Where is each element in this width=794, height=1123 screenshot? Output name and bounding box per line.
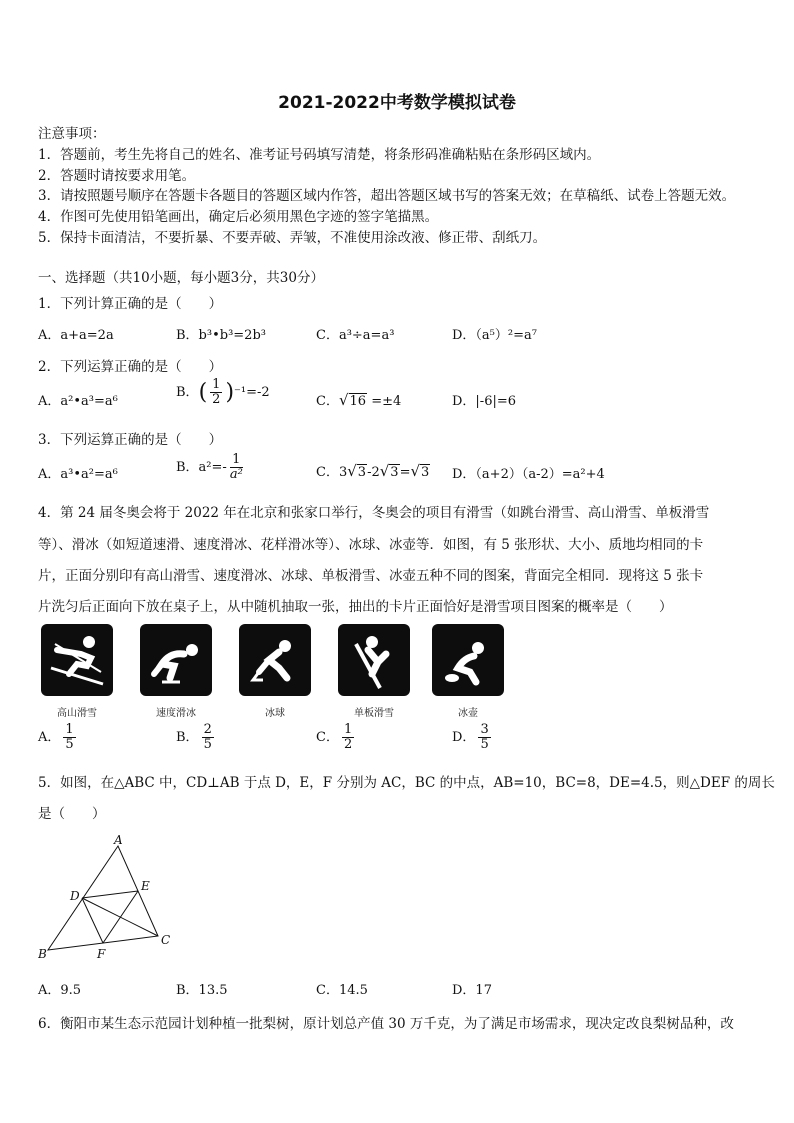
fraction-numerator: 1 (212, 377, 221, 392)
sqrt-symbol: √3 (410, 462, 430, 480)
card-caption: 速度滑冰 (156, 708, 196, 719)
curling-icon (432, 624, 504, 696)
label-f: F (97, 947, 106, 961)
snowboarding-icon (338, 624, 410, 696)
fraction-numerator: 1 (230, 453, 243, 468)
triangle-figure (38, 832, 178, 964)
option-label: A． (38, 730, 61, 745)
q2-c-suffix: =±4 (371, 394, 402, 409)
q5-option-b: B．13.5 (176, 983, 228, 998)
q3-c-label: C．3 (316, 465, 348, 480)
notice-item-4: 4．作图可先使用铅笔画出，确定后必须用黑色字迹的签字笔描黑。 (38, 209, 439, 225)
q3-b-label: B．a²=- (176, 460, 227, 475)
q5-line-1: 5．如图，在△ABC 中，CD⊥AB 于点 D，E，F 分别为 AC，BC 的中点，AB=10，BC=8，DE=4.5，则△DEF 的周长 (38, 775, 775, 791)
alpine-skiing-card (41, 624, 113, 696)
triangle-abc (48, 846, 158, 950)
notice-heading: 注意事项： (38, 126, 106, 142)
q5-option-d: D．17 (452, 983, 492, 998)
curling-card (432, 624, 504, 696)
q4-line-1: 4．第 24 届冬奥会将于 2022 年在北京和张家口举行，冬奥会的项目有滑雪（如跳台滑雪、高山滑雪、单板滑雪 (38, 505, 710, 521)
q6-line-1: 6．衡阳市某生态示范园计划种植一批梨树，原计划总产值 30 万千克，为了满足市场需求，现决定改良梨树品种，改 (38, 1016, 734, 1032)
q5-option-c: C．14.5 (316, 983, 368, 998)
open-paren: ( (198, 380, 208, 405)
equals-sign: = (399, 465, 411, 480)
section-heading: 一、选择题（共10小题，每小题3分，共30分） (38, 270, 324, 286)
close-paren: ) (225, 380, 235, 405)
q2-stem: 2．下列运算正确的是（ ） (38, 359, 223, 375)
option-label: C． (316, 730, 339, 745)
option-label: B． (176, 730, 199, 745)
q3-option-b (176, 453, 246, 482)
card-caption: 冰壶 (458, 708, 478, 719)
speed-skating-icon (140, 624, 212, 696)
card-caption: 单板滑雪 (354, 708, 394, 719)
radicand: 3 (390, 465, 399, 480)
fraction-denominator: 2 (343, 737, 353, 752)
option-fraction (202, 723, 214, 752)
notice-item-1: 1．答题前，考生先将自己的姓名、准考证号码填写清楚，将条形码准确粘贴在条形码区域内。 (38, 147, 601, 163)
q4-option-b (176, 723, 217, 752)
q3-option-d: D．（a+2）（a-2）=a²+4 (452, 467, 605, 482)
fraction-denominator: 2 (212, 392, 221, 407)
q2-b-fraction (210, 378, 222, 407)
card-caption: 冰球 (265, 708, 285, 719)
q3-c-mid: -2 (367, 465, 380, 480)
notice-item-2: 2．答题时请按要求用笔。 (38, 168, 196, 184)
sqrt-symbol: √16 (338, 391, 367, 409)
q2-b-label: B． (176, 385, 199, 400)
segment-ef (103, 891, 138, 943)
q4-option-d (452, 723, 494, 752)
q4-line-4: 片洗匀后正面向下放在桌子上，从中随机抽取一张，抽出的卡片正面恰好是滑雪项目图案的概率是（ ） (38, 599, 673, 615)
q4-option-c (316, 723, 357, 752)
fraction-denominator: 5 (203, 737, 212, 752)
q3-b-fraction (230, 453, 243, 482)
fraction-numerator: 1 (65, 722, 74, 737)
fraction-numerator: 2 (203, 722, 212, 737)
q3-option-a: A．a³•a²=a⁶ (38, 467, 118, 482)
q2-option-a: A．a²•a³=a⁶ (38, 394, 118, 409)
sqrt-symbol: √3 (379, 462, 399, 480)
q1-option-c: C．a³÷a=a³ (316, 328, 395, 343)
fraction-denominator: 5 (65, 737, 74, 752)
label-a: A (114, 833, 123, 847)
option-fraction (478, 723, 490, 752)
fraction-numerator: 3 (480, 722, 489, 737)
q2-option-b (176, 378, 270, 407)
fraction-denominator: 5 (480, 737, 489, 752)
label-d: D (70, 889, 80, 903)
option-label: D． (452, 730, 476, 745)
q2-c-label: C． (316, 394, 339, 409)
snowboarding-card (338, 624, 410, 696)
q1-stem: 1．下列计算正确的是（ ） (38, 296, 223, 312)
notice-item-5: 5．保持卡面清洁，不要折暴、不要弄破、弄皱，不准使用涂改液、修正带、刮纸刀。 (38, 230, 547, 246)
q1-option-d: D．（a⁵）²=a⁷ (452, 328, 537, 343)
q4-option-a (38, 723, 79, 752)
q5-option-a: A．9.5 (38, 983, 82, 998)
fraction-denominator: a² (229, 467, 243, 482)
label-e: E (141, 879, 150, 893)
segment-df (82, 898, 103, 943)
speed-skating-card (140, 624, 212, 696)
q3-option-c (316, 461, 430, 480)
option-fraction (63, 723, 75, 752)
segment-de (82, 891, 138, 898)
q5-line-2: 是（ ） (38, 806, 106, 822)
alpine-skiing-icon (41, 624, 113, 696)
card-caption: 高山滑雪 (57, 708, 97, 719)
q1-option-a: A．a+a=2a (38, 328, 114, 343)
q1-option-b: B．b³•b³=2b³ (176, 328, 266, 343)
label-c: C (161, 933, 171, 947)
fraction-numerator: 1 (343, 722, 353, 737)
q2-b-suffix: ⁻¹=-2 (234, 385, 270, 400)
q4-line-3: 片，正面分别印有高山滑雪、速度滑冰、冰球、单板滑雪、冰壶五种不同的图案，背面完全相同．现将这 5 张卡 (38, 568, 704, 584)
radicand: 3 (357, 465, 367, 480)
ice-hockey-card (239, 624, 311, 696)
sqrt-symbol: √3 (347, 462, 367, 480)
ice-hockey-icon (239, 624, 311, 696)
page-title: 2021-2022中考数学模拟试卷 (278, 93, 516, 113)
q2-option-d: D．|-6|=6 (452, 394, 517, 409)
q3-stem: 3．下列运算正确的是（ ） (38, 432, 223, 448)
radicand: 16 (349, 394, 367, 409)
q4-line-2: 等）、滑冰（如短道速滑、速度滑冰、花样滑冰等）、冰球、冰壶等．如图，有 5 张形状、大小、质地均相同的卡 (38, 537, 704, 553)
notice-item-3: 3．请按照题号顺序在答题卡各题目的答题区域内作答，超出答题区域书写的答案无效；在草稿纸、试卷上答题无效。 (38, 188, 736, 204)
radicand: 3 (421, 465, 430, 480)
q2-option-c (316, 390, 401, 409)
option-fraction (342, 723, 354, 752)
label-b: B (38, 947, 47, 961)
